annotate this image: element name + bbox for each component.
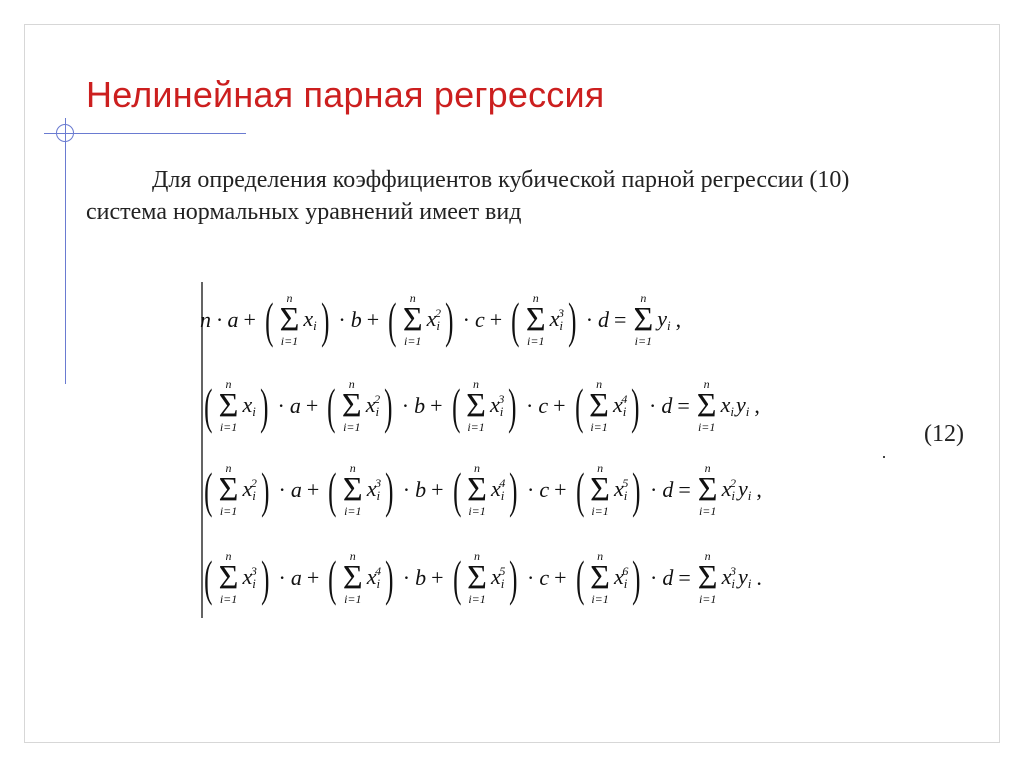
- summand-subscript: i: [252, 404, 256, 419]
- summation-sign: [342, 378, 362, 434]
- summand-exponent: 2: [729, 476, 736, 490]
- summand-exponent: 2: [435, 306, 442, 320]
- summand-subscript: i: [623, 488, 628, 503]
- plus-sign: +: [366, 307, 380, 332]
- sigma-icon: Σ: [218, 387, 239, 424]
- equals-sign: =: [678, 565, 691, 590]
- right-paren: ): [261, 550, 270, 606]
- summation-sign: [219, 550, 239, 606]
- sum-lower-limit: i=1: [697, 420, 716, 434]
- right-paren: ): [385, 462, 394, 518]
- summand-variable: $x_i^4$: [490, 476, 506, 503]
- coefficient: d: [662, 477, 674, 502]
- sum-upper-limit: n: [409, 291, 416, 305]
- dot-operator: ·: [527, 565, 535, 590]
- plus-sign: +: [430, 393, 443, 418]
- summation-sign: [589, 378, 609, 434]
- left-paren: (: [574, 378, 584, 434]
- summation-sign: [219, 378, 239, 434]
- sigma-icon: Σ: [341, 387, 362, 424]
- dot-operator: ·: [338, 307, 346, 332]
- sum-lower-limit: i=1: [219, 504, 238, 518]
- coefficient: b: [415, 477, 427, 502]
- right-paren: ): [509, 550, 518, 606]
- sigma-icon: Σ: [218, 471, 239, 508]
- summand-subscript: i: [623, 576, 628, 591]
- plus-sign: +: [306, 477, 320, 502]
- plus-sign: +: [489, 307, 503, 332]
- summand-exponent: 3: [250, 564, 257, 578]
- dot-operator: ·: [650, 565, 658, 590]
- coefficient: a: [289, 393, 301, 418]
- summand-variable: $x_i^4$: [612, 392, 628, 419]
- summation-sign: [698, 462, 718, 518]
- sum-lower-limit: i=1: [280, 334, 299, 348]
- decorative-line-horizontal: [44, 133, 246, 134]
- equation-row: [200, 366, 765, 446]
- summand-subscript: i: [730, 404, 734, 419]
- equals-sign: =: [677, 393, 690, 418]
- stray-dot: [883, 456, 885, 458]
- summand-exponent: 5: [499, 564, 506, 578]
- sum-upper-limit: n: [225, 461, 232, 475]
- summation-sign: [633, 292, 653, 348]
- sigma-icon: Σ: [590, 471, 610, 508]
- equation-row: [200, 450, 767, 530]
- summand-exponent: 2: [250, 476, 257, 490]
- sigma-icon: Σ: [590, 559, 610, 596]
- summand-variable: $x_i^5$: [613, 476, 629, 503]
- summand-exponent: 3: [375, 476, 382, 490]
- summation-sign: [280, 292, 300, 348]
- summand-subscript: i: [313, 318, 317, 333]
- equals-sign: =: [614, 307, 627, 332]
- left-paren: (: [575, 462, 585, 518]
- summand-subscript: i: [622, 404, 627, 419]
- sum-lower-limit: i=1: [468, 504, 486, 518]
- sum-lower-limit: i=1: [343, 420, 361, 434]
- right-paren: ): [568, 292, 577, 348]
- sum-lower-limit: i=1: [467, 420, 485, 434]
- left-paren: (: [327, 378, 336, 434]
- sum-lower-limit: i=1: [219, 420, 238, 434]
- right-paren: ): [632, 550, 641, 606]
- summand-subscript: i: [500, 488, 505, 503]
- summand-subscript: i: [500, 576, 505, 591]
- summation-sign: [467, 550, 487, 606]
- sigma-icon: Σ: [342, 559, 363, 596]
- summand-variable: $x_i^4$: [366, 564, 382, 591]
- plus-sign: +: [243, 307, 256, 332]
- coefficient: d: [661, 393, 673, 418]
- summand-variable: $x_i$: [303, 306, 317, 333]
- equation-number: (12): [924, 421, 964, 447]
- dot-operator: ·: [526, 393, 534, 418]
- equation-end-punct: ,: [756, 477, 762, 502]
- sum-upper-limit: n: [225, 549, 232, 563]
- sum-upper-limit: n: [597, 461, 604, 475]
- summand-subscript: i: [667, 318, 671, 333]
- sigma-icon: Σ: [467, 471, 487, 508]
- summand-variable: $x_i^2$: [426, 306, 442, 333]
- sum-upper-limit: n: [704, 461, 711, 475]
- summand-variable-y: $y_i$: [737, 564, 752, 591]
- sum-lower-limit: i=1: [468, 592, 486, 606]
- left-paren: (: [452, 550, 461, 606]
- plus-sign: +: [554, 565, 567, 590]
- summation-sign: [590, 550, 610, 606]
- dot-operator: ·: [401, 393, 410, 418]
- coefficient: b: [414, 393, 426, 418]
- coefficient: c: [539, 477, 550, 502]
- summand-subscript: i: [559, 318, 564, 333]
- decorative-line-vertical: [65, 118, 66, 384]
- right-paren: ): [385, 550, 394, 606]
- sum-upper-limit: n: [597, 549, 604, 563]
- plus-sign: +: [431, 565, 444, 590]
- summand-variable-y: $y_i$: [735, 392, 750, 419]
- sum-lower-limit: i=1: [219, 592, 238, 606]
- sum-lower-limit: i=1: [590, 420, 608, 434]
- summand-exponent: 2: [374, 392, 381, 406]
- right-paren: ): [508, 378, 517, 434]
- summand-variable: $x_i^3$: [721, 564, 736, 591]
- summation-sign: [526, 292, 546, 348]
- summand-variable: $x_i^3$: [549, 306, 565, 333]
- equation-row: [200, 538, 767, 618]
- left-paren: (: [388, 292, 397, 348]
- leading-term: n · a: [200, 307, 239, 332]
- dot-operator: ·: [649, 393, 657, 418]
- summand-subscript: i: [436, 318, 441, 333]
- summand-exponent: 3: [558, 306, 565, 320]
- left-paren: (: [204, 550, 213, 606]
- sum-upper-limit: n: [596, 377, 603, 391]
- summand-exponent: 6: [622, 564, 629, 578]
- summation-sign: [466, 378, 486, 434]
- summand-subscript: i: [376, 488, 381, 503]
- sigma-icon: Σ: [697, 471, 718, 508]
- right-paren: ): [632, 462, 641, 518]
- intro-line-2: система нормальных уравнений имеет вид: [86, 199, 522, 225]
- left-paren: (: [328, 550, 337, 606]
- left-paren: (: [575, 550, 585, 606]
- plus-sign: +: [431, 477, 444, 502]
- sum-upper-limit: n: [474, 461, 481, 475]
- right-paren: ): [260, 378, 269, 434]
- sum-upper-limit: n: [349, 549, 356, 563]
- sigma-icon: Σ: [697, 559, 718, 596]
- dot-operator: ·: [278, 477, 286, 502]
- sum-upper-limit: n: [703, 377, 710, 391]
- sum-upper-limit: n: [349, 461, 356, 475]
- summation-sign: [343, 550, 363, 606]
- sum-lower-limit: i=1: [344, 592, 362, 606]
- coefficient: c: [475, 307, 485, 332]
- summation-sign: [590, 462, 610, 518]
- sum-upper-limit: n: [704, 549, 711, 563]
- coefficient: c: [538, 393, 549, 418]
- summation-sign: [403, 292, 423, 348]
- sigma-icon: Σ: [402, 301, 423, 338]
- sum-lower-limit: i=1: [344, 504, 362, 518]
- summand-subscript: i: [747, 488, 752, 503]
- sum-lower-limit: i=1: [404, 334, 422, 348]
- sigma-icon: Σ: [633, 301, 654, 338]
- plus-sign: +: [553, 393, 566, 418]
- slide-title: Нелинейная парная регрессия: [86, 74, 605, 115]
- summation-sign: [467, 462, 487, 518]
- left-paren: (: [204, 462, 213, 518]
- intro-line-1: Для определения коэффициентов кубической парной регрессии (10): [152, 167, 850, 193]
- left-paren: (: [451, 378, 460, 434]
- summand-variable: $x_i^6$: [613, 564, 629, 591]
- equation-row: [200, 280, 686, 360]
- dot-operator: ·: [402, 565, 411, 590]
- sigma-icon: Σ: [696, 387, 717, 424]
- sum-upper-limit: n: [348, 377, 355, 391]
- dot-operator: ·: [527, 477, 535, 502]
- summand-exponent: 4: [499, 476, 506, 490]
- sum-upper-limit: n: [225, 377, 232, 391]
- summand-subscript: i: [731, 576, 735, 591]
- coefficient: c: [539, 565, 550, 590]
- dot-operator: ·: [278, 565, 286, 590]
- sigma-icon: Σ: [342, 471, 363, 508]
- sigma-icon: Σ: [589, 387, 609, 424]
- summand-variable: $x_i^2$: [242, 476, 257, 503]
- summation-sign: [697, 378, 717, 434]
- sum-lower-limit: i=1: [591, 504, 609, 518]
- sum-upper-limit: n: [473, 377, 480, 391]
- sigma-icon: Σ: [279, 301, 300, 338]
- sum-lower-limit: i=1: [698, 504, 717, 518]
- summand-exponent: 4: [375, 564, 382, 578]
- summand-subscript: i: [376, 576, 381, 591]
- summation-sign: [698, 550, 718, 606]
- sum-lower-limit: i=1: [698, 592, 717, 606]
- dot-operator: ·: [462, 307, 470, 332]
- right-paren: ): [384, 378, 393, 434]
- left-paren: (: [452, 462, 461, 518]
- summand-exponent: 5: [622, 476, 629, 490]
- sigma-icon: Σ: [525, 301, 546, 338]
- summand-variable-y: $y_i$: [657, 306, 671, 333]
- summand-exponent: 3: [729, 564, 736, 578]
- sum-upper-limit: n: [286, 291, 293, 305]
- sigma-icon: Σ: [218, 559, 239, 596]
- summand-variable: $x_i^3$: [242, 564, 257, 591]
- equation-end-punct: .: [756, 565, 762, 590]
- coefficient: d: [598, 307, 610, 332]
- summation-sign: [343, 462, 363, 518]
- summand-variable: $x_i^2$: [721, 476, 736, 503]
- summand-variable: $x_i^3$: [366, 476, 382, 503]
- summand-subscript: i: [747, 576, 752, 591]
- summand-exponent: 4: [621, 392, 628, 406]
- sum-upper-limit: n: [532, 291, 539, 305]
- sum-lower-limit: i=1: [634, 334, 653, 348]
- summand-variable: $x_i^3$: [489, 392, 505, 419]
- summand-variable: $x_i$: [720, 392, 734, 419]
- plus-sign: +: [306, 565, 320, 590]
- sigma-icon: Σ: [466, 387, 486, 424]
- coefficient: a: [290, 477, 302, 502]
- coefficient: d: [662, 565, 674, 590]
- left-paren: (: [265, 292, 274, 348]
- right-paren: ): [320, 292, 330, 348]
- summand-subscript: i: [731, 488, 735, 503]
- summand-subscript: i: [252, 576, 256, 591]
- sum-lower-limit: i=1: [527, 334, 545, 348]
- summand-variable-y: $y_i$: [737, 476, 752, 503]
- right-paren: ): [509, 462, 518, 518]
- coefficient: a: [290, 565, 302, 590]
- summand-variable: $x_i^2$: [365, 392, 381, 419]
- plus-sign: +: [305, 393, 319, 418]
- equation-end-punct: ,: [675, 307, 682, 332]
- summand-subscript: i: [499, 404, 504, 419]
- left-paren: (: [204, 378, 213, 434]
- equation-end-punct: ,: [754, 393, 760, 418]
- right-paren: ): [631, 378, 640, 434]
- coefficient: b: [415, 565, 427, 590]
- right-paren: ): [445, 292, 454, 348]
- decorative-circle-icon: [56, 124, 74, 142]
- plus-sign: +: [554, 477, 567, 502]
- summand-exponent: 3: [498, 392, 505, 406]
- coefficient: b: [350, 307, 362, 332]
- dot-operator: ·: [402, 477, 411, 502]
- dot-operator: ·: [585, 307, 594, 332]
- dot-operator: ·: [650, 477, 658, 502]
- dot-operator: ·: [277, 393, 285, 418]
- summand-subscript: i: [745, 404, 750, 419]
- summand-variable: $x_i$: [242, 392, 256, 419]
- summand-subscript: i: [252, 488, 256, 503]
- right-paren: ): [261, 462, 270, 518]
- sigma-icon: Σ: [467, 559, 487, 596]
- sum-lower-limit: i=1: [591, 592, 609, 606]
- intro-paragraph: [86, 164, 1006, 228]
- left-paren: (: [328, 462, 337, 518]
- sum-upper-limit: n: [640, 291, 647, 305]
- summation-sign: [219, 462, 239, 518]
- equals-sign: =: [678, 477, 691, 502]
- sum-upper-limit: n: [474, 549, 481, 563]
- summand-subscript: i: [375, 404, 380, 419]
- left-paren: (: [511, 292, 520, 348]
- summand-variable: $x_i^5$: [490, 564, 506, 591]
